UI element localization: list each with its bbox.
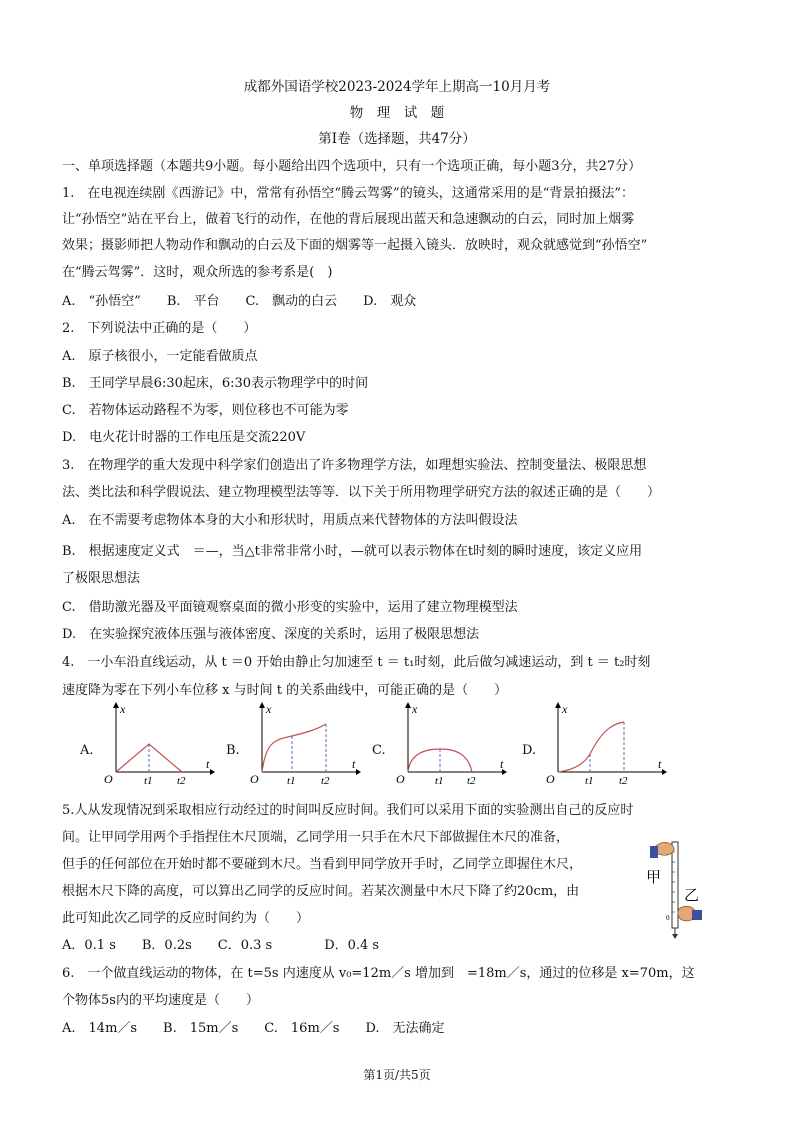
subject-title: 物 理 试 题 <box>349 105 445 121</box>
figure-label-jia: 甲 <box>646 870 662 886</box>
graph-c-t2: t2 <box>467 775 476 786</box>
q1-line-1: 1. 在电视连续剧《西游记》中，常常有孙悟空“腾云驾雾”的镜头，这通常采用的是“背景拍摄法”： <box>62 186 634 201</box>
q3-option-c: C. 借助激光器及平面镜观察桌面的微小形变的实验中，运用了建立物理模型法 <box>62 600 518 615</box>
q6-options: A. 14m／s B. 15m／s C. 16m／s D. 无法确定 <box>62 1021 445 1036</box>
ruler-zero-mark: 0 <box>666 914 670 922</box>
q2-option-d: D. 电火花计时器的工作电压是交流220V <box>62 430 306 445</box>
q2-option-a: A. 原子核很小，一定能看做质点 <box>62 349 258 364</box>
graph-b-x-axis-label: x <box>266 702 272 716</box>
q3-line-2: 法、类比法和科学假说法、建立物理模型法等等．以下关于所用物理学研究方法的叙述正确的是（ ） <box>62 485 661 500</box>
graph-a-t2: t2 <box>177 775 186 786</box>
q3-option-b-line-1: B. 根据速度定义式 ＝—，当△t非常非常小时，—就可以表示物体在t时刻的瞬时速度，该定义应用 <box>62 544 643 559</box>
graph-c <box>390 702 510 786</box>
graph-d-curve <box>558 722 624 772</box>
q1-line-3: 效果；摄影师把人物动作和飘动的白云及下面的烟雾等一起摄入镜头．放映时，观众就感觉到“孙悟空” <box>62 238 648 253</box>
graph-d <box>540 702 670 786</box>
graph-a-label: A. <box>80 743 94 758</box>
q2-stem: 2. 下列说法中正确的是（ ） <box>62 321 257 336</box>
graph-c-label: C. <box>372 743 386 758</box>
q6-line-1: 6. 一个做直线运动的物体，在 t=5s 内速度从 v₀=12m／s 增加到 =18m／s，通过的位移是 x=70m，这 <box>62 966 695 981</box>
q3-option-d: D. 在实验探究液体压强与液体密度、深度的关系时，运用了极限思想法 <box>62 627 480 642</box>
q4-line-2: 速度降为零在下列小车位移 x 与时间 t 的关系曲线中，可能正确的是（ ） <box>62 683 508 698</box>
graph-d-t1: t1 <box>585 775 594 786</box>
graph-b-t1: t1 <box>287 775 296 786</box>
graph-b-origin: O <box>250 772 259 786</box>
figure-label-yi: 乙 <box>684 888 700 904</box>
graph-d-origin: O <box>546 772 555 786</box>
graph-d-t2: t2 <box>619 775 628 786</box>
q5-line-4: 根据木尺下降的高度，可以算出乙同学的反应时间。若某次测量中木尺下降了约20cm，由 <box>62 884 580 899</box>
graph-a-x-axis-label: x <box>120 702 126 716</box>
graph-b-curve <box>262 724 326 772</box>
graph-d-x-axis-label: x <box>562 702 568 716</box>
q5-line-3: 但手的任何部位在开始时都不要碰到木尺。当看到甲同学放开手时，乙同学立即握住木尺， <box>62 857 583 872</box>
graph-d-t-axis-label: t <box>658 757 662 771</box>
q5-line-1: 5.人从发现情况到采取相应行动经过的时间叫反应时间。我们可以采用下面的实验测出自己的反应时 <box>62 803 634 818</box>
graph-a-t1: t1 <box>144 775 153 786</box>
q3-option-a: A. 在不需要考虑物体本身的大小和形状时，用质点来代替物体的方法叫假设法 <box>62 513 518 528</box>
q4-line-1: 4. 一小车沿直线运动，从 t ＝0 开始由静止匀加速至 t ＝ t₁时刻，此后做匀减速运动，到 t ＝ t₂时刻 <box>62 655 651 670</box>
q1-line-4: 在“腾云驾雾”．这时，观众所选的参考系是( ) <box>62 265 333 280</box>
graph-a <box>98 702 216 786</box>
graph-c-x-axis-label: x <box>412 702 418 716</box>
q3-option-b-line-2: 了极限思想法 <box>62 571 141 586</box>
graph-c-t1: t1 <box>435 775 444 786</box>
reaction-time-figure <box>642 838 712 940</box>
graph-a-t-axis-label: t <box>206 757 210 771</box>
graph-c-origin: O <box>396 772 405 786</box>
exam-title: 成都外国语学校2023-2024学年上期高一10月月考 <box>243 79 551 95</box>
graph-c-t-axis-label: t <box>500 757 504 771</box>
q5-line-5: 此可知此次乙同学的反应时间约为（ ） <box>62 911 310 926</box>
part-title: 第Ⅰ卷（选择题，共47分） <box>318 131 476 147</box>
graph-d-label: D. <box>522 743 537 758</box>
q1-options: A. “孙悟空” B. 平台 C. 飘动的白云 D. 观众 <box>62 294 417 309</box>
q3-line-1: 3. 在物理学的重大发现中科学家们创造出了许多物理学方法，如理想实验法、控制变量法、极限思想 <box>62 458 647 473</box>
q5-options: A．0.1 s B．0.2s C．0.3 s D．0.4 s <box>62 938 380 953</box>
graph-a-curve <box>116 744 182 772</box>
graph-b-t-axis-label: t <box>352 757 356 771</box>
section-heading: 一、单项选择题（本题共9小题。每小题给出四个选项中，只有一个选项正确，每小题3分，共27分） <box>62 159 642 174</box>
graph-b-label: B. <box>226 743 240 758</box>
q6-line-2: 个物体5s内的平均速度是（ ） <box>62 993 259 1008</box>
q1-line-2: 让“孙悟空”站在平台上，做着飞行的动作，在他的背后展现出蓝天和急速飘动的白云，同时加上烟雾 <box>62 212 635 227</box>
page-footer: 第1页/共5页 <box>363 1068 431 1082</box>
graph-b-t2: t2 <box>321 775 330 786</box>
graph-a-origin: O <box>104 772 113 786</box>
q2-option-b: B. 王同学早晨6:30起床，6:30表示物理学中的时间 <box>62 376 369 391</box>
q2-option-c: C. 若物体运动路程不为零，则位移也不可能为零 <box>62 403 349 418</box>
graph-b <box>244 702 362 786</box>
q5-line-2: 间。让甲同学用两个手指捏住木尺顶端，乙同学用一只手在木尺下部做握住木尺的准备， <box>62 830 570 845</box>
